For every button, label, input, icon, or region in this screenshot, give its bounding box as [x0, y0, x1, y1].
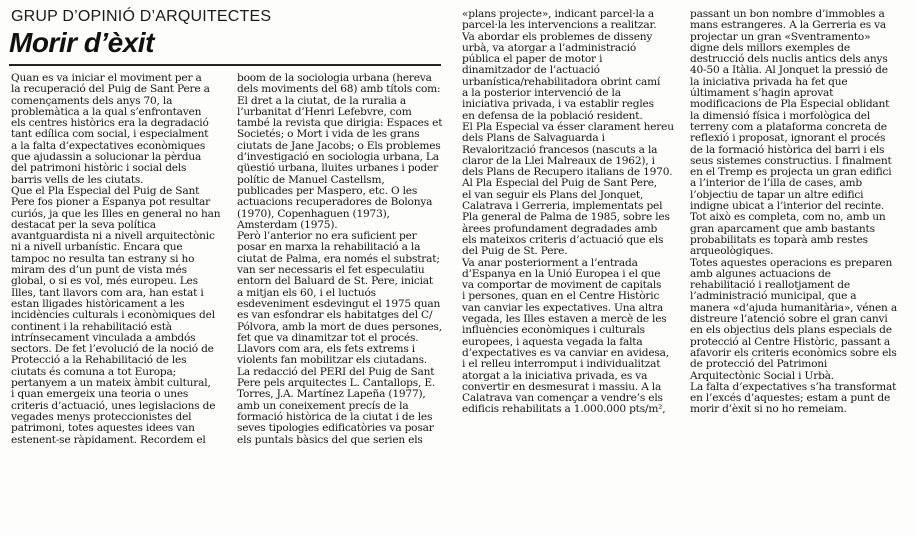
column-2-paragraph-1: boom de la sociologia urbana (hereva dels moviments del 68) amb títols com: El dret a la ciutat, de la ruralia a l’urbanitat d’Henri Lefebvre, com també la revista que dirigia: Espaces et Societés; o Mort i vida de les grans ciutats de Jane Jacobs; o Els problemes d’investigació en sociologia urbana, La qüestió urbana, lluites urbanes i poder polític de Manuel Castellsm, publicades per Maspero, etc. O les actuacions recuperadores de Bolonya (1970), Copenhaguen (1973), Amsterdam (1975). [237, 72, 443, 231]
column-4-paragraph-3: La falta d’expectatives s’ha transformat en l’excés d’aquestes; estam a punt de morir d’èxit si no ho remeiam. [690, 380, 897, 416]
column-1-paragraph-2: Que el Pla Especial del Puig de Sant Pere fos pioner a Espanya pot resultar curiós, ja que les Illes en general no han destacat per la seva política avantguardista ni a nivell arquitectònic ni a nivell urbanístic. Encara que tampoc no resulta tan estrany si ho miram des d’un punt de vista més global, o si es vol, més europeu. Les Illes, tant llavors com ara, han estat i estan lligades històricament a les incidències culturals i econòmiques del continent i la rehabilitació està intrínsecament vinculada a ambdós sectors. De fet l’evolució de la noció de Protecció a la Rehabilitació de les ciutats és comuna a tot Europa; pertanyem a un mateix àmbit cultural, i quan emergeix una teoria o unes criteris d’actuació, unes legislacions de vegades menys proteccionistes del patrimoni, totes aquestes idees van estenent-se ràpidament. Recordem el [11, 184, 221, 446]
article-column-3 [462, 9, 675, 416]
article-column-2 [237, 73, 449, 446]
column-1-paragraph-1: Quan es va iniciar el moviment per a la recuperació del Puig de Sant Pere a començaments dels anys 70, la problemàtica a la qual s’enfrontaven els centres històrics era la degradació tant edílica com social, i especialment a la falta d’expectatives econòmiques que ajudassin a solucionar la pèrdua del patrimoni històric i social dels barris vells de les ciutats. [11, 72, 210, 186]
article-column-4 [690, 9, 904, 416]
article-headline: Morir d’èxit [9, 27, 154, 58]
column-4-paragraph-2: Totes aquestes operacions es preparen amb algunes actuacions de rehabilitació i reallotjament de l’administració municipal, que a manera «d’ajuda humanitària», vénen a distreure l’atenció sobre el gran canvi en els objectius dels plans especials de protecció al Centre Històric, passant a afavorir els criteris econòmics sobre els de protecció del Patrimoni Arquitectònic Social i Urbà. [690, 256, 897, 382]
column-3-paragraph-1: «plans projecte», indicant parcel·la a parcel·la les intervencions a realitzar. Va abordar els problemes de disseny urbà, va atorgar a l’administració pública el paper de motor i dinamitzador de l’actuació urbanística/rehabilitadora obrint camí a la posterior intervenció de la iniciativa privada, i va establir regles en defensa de la població resident. [462, 8, 661, 122]
section-kicker: GRUP D’OPINIÓ D’ARQUITECTES [11, 8, 272, 25]
column-2-paragraph-2: Però l’anterior no era suficient per posar en marxa la rehabilitació a la ciutat de Palma, era només el substrat; van ser necessaris el fet especulatiu entorn del Baluard de St. Pere, iniciat a mitjan els 60, i el luctuós esdeveniment esdevingut el 1975 quan es van esfondrar els habitatges del C/ Pólvora, amb la mort de dues persones, fet que va dinamitzar tot el procés. Llavors com ara, els fets extrems i violents fan mobilitzar els ciutadans. [237, 230, 442, 367]
column-3-paragraph-2: El Pla Especial va ésser clarament hereu dels Plans de Salvaguarda i Revalorització francesos (nascuts a la claror de la Llei Malreaux de 1962), i dels Plans de Recupero italians de 1970. Al Pla Especial del Puig de Sant Pere, el van seguir els Plans del Jonquet, Calatrava i Gerreria, implementats pel Pla general de Palma de 1985, sobre les àrees profundament degradades amb els mateixos criteris d’actuació que els del Puig de St. Pere. [462, 120, 674, 258]
column-4-paragraph-1: passant un bon nombre d’immobles a mans estrangeres. A la Gerreria es va projectar un gran «Sventramento» digne dels millors exemples de destrucció dels nuclis antics dels anys 40-50 a Itàlia. Al Jonquet la pressió de la iniciativa privada ha fet que últimament s’hagin aprovat modificacions de Pla Especial oblidant la dimensió física i morfològica del terreny com a plataforma concreta de reflexió i proposat, ignorant el procés de la formació històrica del barri i els seus sistemes constructius. I finalment en el Tremp es projecta un gran edifici a l’interior de l’illa de cases, amb l’objectiu de tapar un altre edifici indigne ubicat a l’interior del recinte. Tot això es completa, com no, amb un gran aparcament que amb bastants probabilitats es toparà amb restes arqueològiques. [690, 8, 892, 258]
headline-rule [9, 64, 441, 66]
column-2-paragraph-3: La redacció del PERI del Puig de Sant Pere pels arquitectes L. Cantallops, E. Torres, J.A. Martínez Lapeña (1977), amb un coneixement precís de la formació històrica de la ciutat i de les seves tipologies edificatòries va posar els puntals bàsics del que serien els [237, 365, 436, 446]
article-column-1 [11, 73, 223, 446]
column-3-paragraph-3: Va anar posteriorment a l’entrada d’Espanya en la Unió Europea i el que va comportar de moviment de capitals i persones, quan en el Centre Històric van canviar les expectatives. Una altra vegada, les Illes estaven a mercè de les influències econòmiques i culturals europees, i aquesta vegada la falta d’expectatives es va canviar en avidesa, i el relleu interromput i individualitzat atorgat a la iniciativa privada, es va convertir en desmesurat i massiu. A la Calatrava van començar a vendre’s els edificis rehabilitats a 1.000.000 pts/m², [462, 256, 669, 416]
